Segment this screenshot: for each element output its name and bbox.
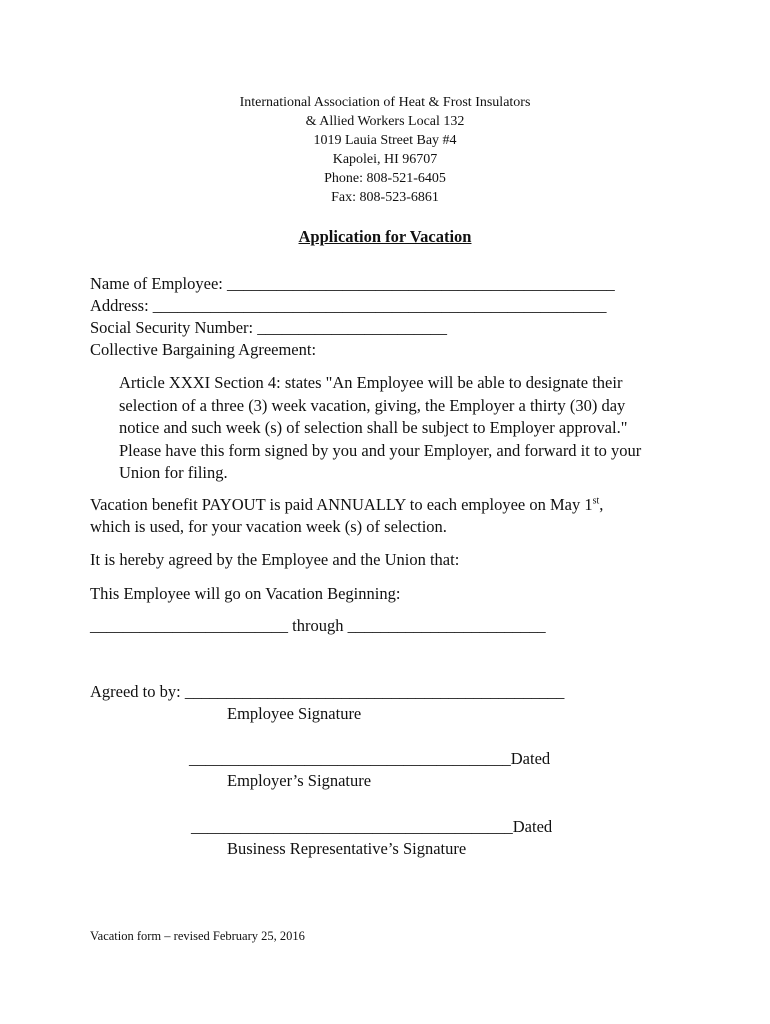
payout-text: Vacation benefit PAYOUT is paid ANNUALLY to each employee on May 1	[90, 495, 593, 514]
org-city: Kapolei, HI 96707	[332, 152, 438, 167]
payout-comma: ,	[599, 495, 604, 514]
employer-signature-label: Employer’s Signature	[227, 771, 372, 790]
vacation-dates-field[interactable]: ________________________ through ________________________	[90, 616, 546, 635]
article-quote	[119, 372, 689, 485]
form-title	[0, 227, 770, 247]
org-fax: Fax: 808-523-6861	[331, 190, 439, 205]
org-name-line1: International Association of Heat & Frost Insulators	[239, 95, 531, 110]
cba-label: Collective Bargaining Agreement:	[90, 340, 317, 359]
address-field[interactable]: Address: _______________________________________________________	[90, 296, 607, 315]
article-line: Article XXXI Section 4: states "An Employee will be able to designate their	[119, 373, 623, 392]
payout-line2: which is used, for your vacation week (s) of selection.	[90, 517, 447, 536]
business-rep-signature-field[interactable]: _______________________________________Dated	[191, 817, 553, 836]
agreement-intro: It is hereby agreed by the Employee and the Union that:	[90, 550, 460, 569]
org-name-line2: & Allied Workers Local 132	[305, 114, 465, 129]
payout-superscript: st	[592, 495, 600, 507]
ssn-field[interactable]: Social Security Number: _______________________	[90, 318, 448, 337]
union-letterhead	[0, 93, 770, 207]
article-line: Please have this form signed by you and your Employer, and forward it to your	[119, 440, 642, 460]
form-revision-footer: Vacation form – revised February 25, 2016	[90, 929, 305, 943]
employee-name-field[interactable]: Name of Employee: _______________________________________________	[90, 274, 615, 293]
employer-signature-field[interactable]: _______________________________________Dated	[189, 749, 551, 768]
org-phone: Phone: 808-521-6405	[324, 171, 446, 186]
employee-signature-field[interactable]: Agreed to by: ______________________________________________	[90, 682, 565, 701]
article-line: selection of a three (3) week vacation, giving, the Employer a thirty (30) day	[119, 395, 626, 415]
business-rep-signature-label: Business Representative’s Signature	[227, 839, 467, 858]
employee-signature-label: Employee Signature	[227, 704, 362, 723]
org-street: 1019 Lauia Street Bay #4	[313, 133, 457, 148]
article-line: notice and such week (s) of selection shall be subject to Employer approval."	[119, 418, 628, 437]
form-title-text: Application for Vacation	[298, 227, 472, 246]
vacation-beginning-label: This Employee will go on Vacation Beginning:	[90, 584, 401, 603]
article-line: Union for filing.	[119, 463, 228, 482]
payout-line1	[90, 494, 603, 516]
